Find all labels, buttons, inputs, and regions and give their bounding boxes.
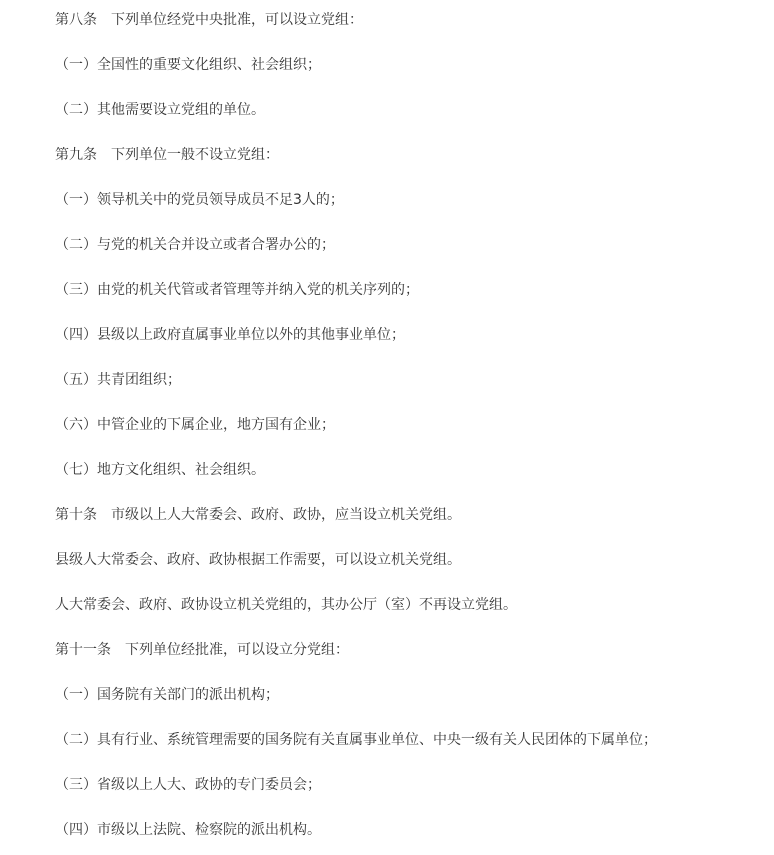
article-8-item-1: （一）全国性的重要文化组织、社会组织； xyxy=(55,57,321,73)
article-9-item-3: （三）由党的机关代管或者管理等并纳入党的机关序列的； xyxy=(55,282,419,298)
article-8-item-2: （二）其他需要设立党组的单位。 xyxy=(55,102,265,118)
article-9-item-1: （一）领导机关中的党员领导成员不足3人的； xyxy=(55,192,344,208)
article-11-item-4: （四）市级以上法院、检察院的派出机构。 xyxy=(55,822,321,838)
article-11-item-1: （一）国务院有关部门的派出机构； xyxy=(55,687,279,703)
article-9-item-5: （五）共青团组织； xyxy=(55,372,181,388)
article-11-item-2: （二）具有行业、系统管理需要的国务院有关直属事业单位、中央一级有关人民团体的下属单位； xyxy=(55,732,657,748)
article-10-heading: 第十条 市级以上人大常委会、政府、政协，应当设立机关党组。 xyxy=(55,507,461,523)
article-9-item-7: （七）地方文化组织、社会组织。 xyxy=(55,462,265,478)
article-9-heading: 第九条 下列单位一般不设立党组： xyxy=(55,147,279,163)
article-8-heading: 第八条 下列单位经党中央批准，可以设立党组： xyxy=(55,12,363,28)
article-9-item-4: （四）县级以上政府直属事业单位以外的其他事业单位； xyxy=(55,327,405,343)
article-9-item-2: （二）与党的机关合并设立或者合署办公的； xyxy=(55,237,335,253)
article-11-item-3: （三）省级以上人大、政协的专门委员会； xyxy=(55,777,321,793)
article-11-heading: 第十一条 下列单位经批准，可以设立分党组： xyxy=(55,642,349,658)
article-10-para-3: 人大常委会、政府、政协设立机关党组的，其办公厅（室）不再设立党组。 xyxy=(55,597,517,613)
article-9-item-6: （六）中管企业的下属企业，地方国有企业； xyxy=(55,417,335,433)
article-10-para-2: 县级人大常委会、政府、政协根据工作需要，可以设立机关党组。 xyxy=(55,552,461,568)
